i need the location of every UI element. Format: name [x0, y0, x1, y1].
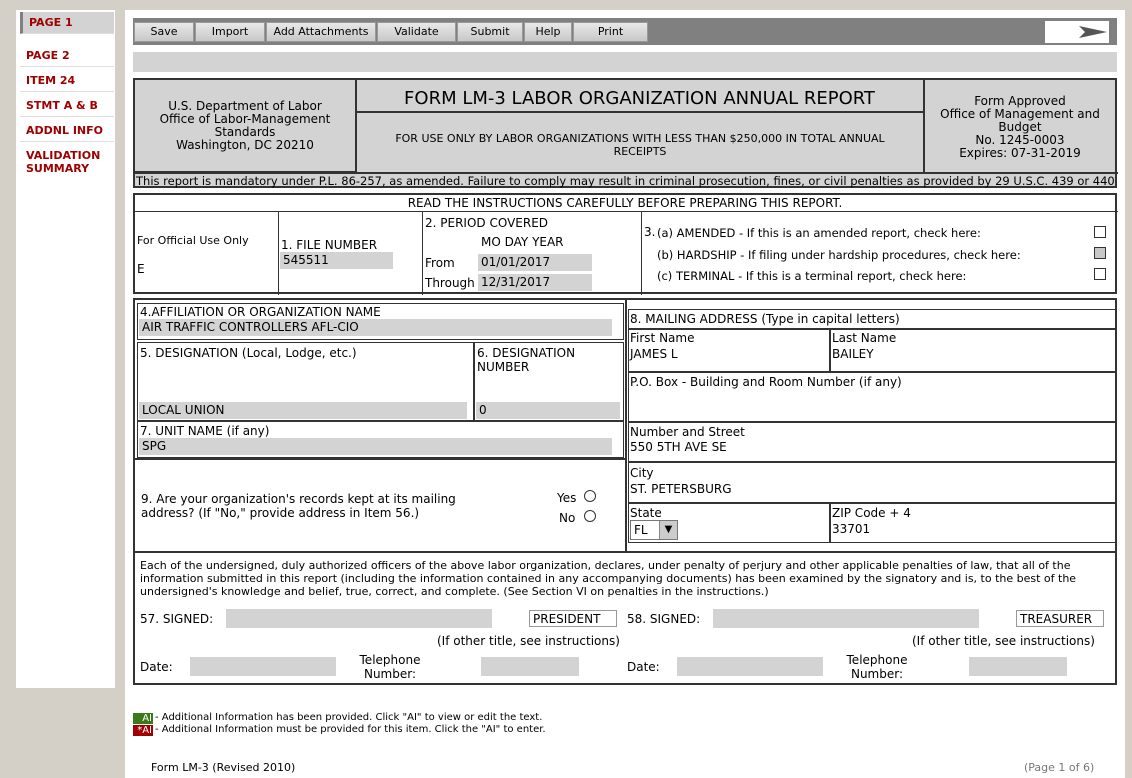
state-label: State [630, 506, 662, 520]
designation-number-label: 6. DESIGNATION NUMBER [477, 346, 576, 374]
hardship-label: (b) HARDSHIP - If filing under hardship procedures, check here: [657, 248, 1021, 262]
form-revision: Form LM-3 (Revised 2010) [151, 761, 296, 774]
from-label: From [425, 256, 455, 270]
title-57-field[interactable]: PRESIDENT [529, 610, 617, 627]
zip-field[interactable]: 33701 [832, 522, 871, 536]
save-button[interactable]: Save [134, 22, 194, 42]
other-title-57: (If other title, see instructions) [437, 634, 620, 648]
period-columns-label: MO DAY YEAR [481, 235, 564, 249]
declaration-text: Each of the undersigned, duly authorized officers of the above labor organization, declares, under penalty of perjury and other applicable penalties of law, that all of the information submitted in this report (including the information contained in any accompanying documents) has been examined by the signatory and is, to the best of the undersigned's knowledge and belief, true, correct, and complete. (See Section VI on penalties in the instructions.) [140, 559, 1077, 598]
arrow-right-icon [1045, 21, 1109, 43]
through-label: Through [425, 276, 475, 290]
ai-provided-text: - Additional Information has been provided. Click "AI" to view or edit the text. [155, 712, 543, 723]
toolbar [133, 18, 1117, 45]
amended-checkbox[interactable] [1094, 226, 1106, 238]
affiliation-label: 4.AFFILIATION OR ORGANIZATION NAME [140, 305, 381, 319]
omb-approval: Form Approved Office of Management and Budget No. 1245-0003 Expires: 07-31-2019 [940, 94, 1100, 160]
period-through-field[interactable]: 12/31/2017 [478, 274, 592, 291]
import-button[interactable]: Import [195, 22, 265, 42]
records-no-radio[interactable] [584, 510, 596, 522]
unit-name-label: 7. UNIT NAME (if any) [140, 424, 270, 438]
state-value: FL [634, 523, 648, 537]
records-yes-radio[interactable] [584, 490, 596, 502]
sidebar [16, 10, 115, 688]
print-button[interactable]: Print [573, 22, 648, 42]
state-select[interactable] [630, 520, 678, 540]
section-items-1-3 [133, 193, 1117, 294]
hardship-checkbox[interactable] [1094, 247, 1106, 259]
page-indicator: (Page 1 of 6) [1024, 761, 1095, 774]
file-number-field[interactable]: 545511 [280, 252, 393, 269]
date-57-label: Date: [140, 660, 173, 674]
signed-58-label: 58. SIGNED: [627, 612, 701, 626]
period-covered-label: 2. PERIOD COVERED [425, 216, 549, 230]
city-field[interactable]: ST. PETERSBURG [630, 482, 732, 496]
chevron-down-icon: ▼ [659, 521, 677, 539]
submit-button[interactable]: Submit [457, 22, 523, 42]
file-number-label: 1. FILE NUMBER [281, 238, 378, 252]
form-subtitle: FOR USE ONLY BY LABOR ORGANIZATIONS WITH LESS THAN $250,000 IN TOTAL ANNUAL RECEIPTS [395, 132, 885, 158]
city-label: City [630, 466, 654, 480]
ai-provided-badge: AI [133, 713, 153, 724]
section-organization [133, 298, 1117, 553]
title-58-field[interactable]: TREASURER [1016, 610, 1104, 627]
ai-required-text: - Additional Information must be provided for this item. Click the "AI" to enter. [155, 724, 546, 735]
ai-required-badge: *AI [133, 725, 153, 736]
telephone-57-field[interactable] [481, 657, 579, 676]
telephone-57-label: Telephone Number: [359, 653, 421, 681]
designation-number-field[interactable]: 0 [476, 402, 620, 419]
no-label: No [559, 511, 576, 525]
sidebar-item-page-1[interactable]: PAGE 1 [20, 12, 114, 34]
yes-label: Yes [557, 491, 577, 505]
help-button[interactable]: Help [524, 22, 572, 42]
sidebar-item-item-24[interactable]: ITEM 24 [20, 70, 114, 92]
sidebar-item-stmt-a-b[interactable]: STMT A & B [20, 95, 114, 117]
declaration-section [133, 551, 1117, 685]
last-name-label: Last Name [832, 331, 897, 345]
records-question: 9. Are your organization's records kept at its mailing address? (If "No," provide address in Item 56.) [141, 492, 456, 520]
form-header [133, 78, 1117, 188]
designation-label: 5. DESIGNATION (Local, Lodge, etc.) [140, 346, 357, 360]
unit-name-field[interactable]: SPG [139, 438, 612, 455]
other-title-58: (If other title, see instructions) [912, 634, 1095, 648]
amended-label: (a) AMENDED - If this is an amended report, check here: [657, 226, 981, 240]
sidebar-item-addnl-info[interactable]: ADDNL INFO [20, 120, 114, 142]
official-use-value: E [137, 262, 145, 276]
terminal-checkbox[interactable] [1094, 268, 1106, 280]
date-57-field[interactable] [190, 657, 336, 676]
status-bar [133, 52, 1117, 72]
item-3-label: 3. [644, 225, 656, 239]
period-from-field[interactable]: 01/01/2017 [478, 254, 592, 271]
street-field[interactable]: 550 5TH AVE SE [630, 440, 727, 454]
sidebar-item-validation-summary[interactable]: VALIDATION SUMMARY [26, 149, 101, 175]
signed-58-field[interactable] [713, 609, 979, 628]
date-58-field[interactable] [677, 657, 823, 676]
terminal-label: (c) TERMINAL - If this is a terminal report, check here: [657, 269, 967, 283]
mandatory-notice: This report is mandatory under P.L. 86-257, as amended. Failure to comply may result in criminal prosecution, fines, or civil penalties as provided by 29 U.S.C. 439 or 440 [136, 174, 1115, 188]
telephone-58-field[interactable] [969, 657, 1067, 676]
add-attachments-button[interactable]: Add Attachments [266, 22, 376, 42]
agency-name: U.S. Department of Labor Office of Labor-Management Standards Washington, DC 20210 [159, 99, 331, 152]
instructions-notice: READ THE INSTRUCTIONS CAREFULLY BEFORE PREPARING THIS REPORT. [407, 196, 843, 210]
signed-57-label: 57. SIGNED: [140, 612, 214, 626]
form-title: FORM LM-3 LABOR ORGANIZATION ANNUAL REPORT [404, 88, 875, 109]
official-use-label: For Official Use Only [137, 234, 249, 247]
zip-label: ZIP Code + 4 [832, 506, 911, 520]
first-name-field[interactable]: JAMES L [630, 347, 678, 361]
date-58-label: Date: [627, 660, 660, 674]
telephone-58-label: Telephone Number: [846, 653, 908, 681]
po-box-label: P.O. Box - Building and Room Number (if any) [630, 375, 902, 389]
next-page-button[interactable] [1045, 21, 1109, 43]
street-label: Number and Street [630, 425, 745, 439]
last-name-field[interactable]: BAILEY [832, 347, 874, 361]
sidebar-item-page-2[interactable]: PAGE 2 [20, 45, 114, 67]
signed-57-field[interactable] [226, 609, 492, 628]
affiliation-field[interactable]: AIR TRAFFIC CONTROLLERS AFL-CIO [139, 319, 612, 336]
designation-field[interactable]: LOCAL UNION [139, 402, 467, 419]
mailing-address-label: 8. MAILING ADDRESS (Type in capital letters) [630, 312, 900, 326]
first-name-label: First Name [630, 331, 695, 345]
validate-button[interactable]: Validate [377, 22, 456, 42]
